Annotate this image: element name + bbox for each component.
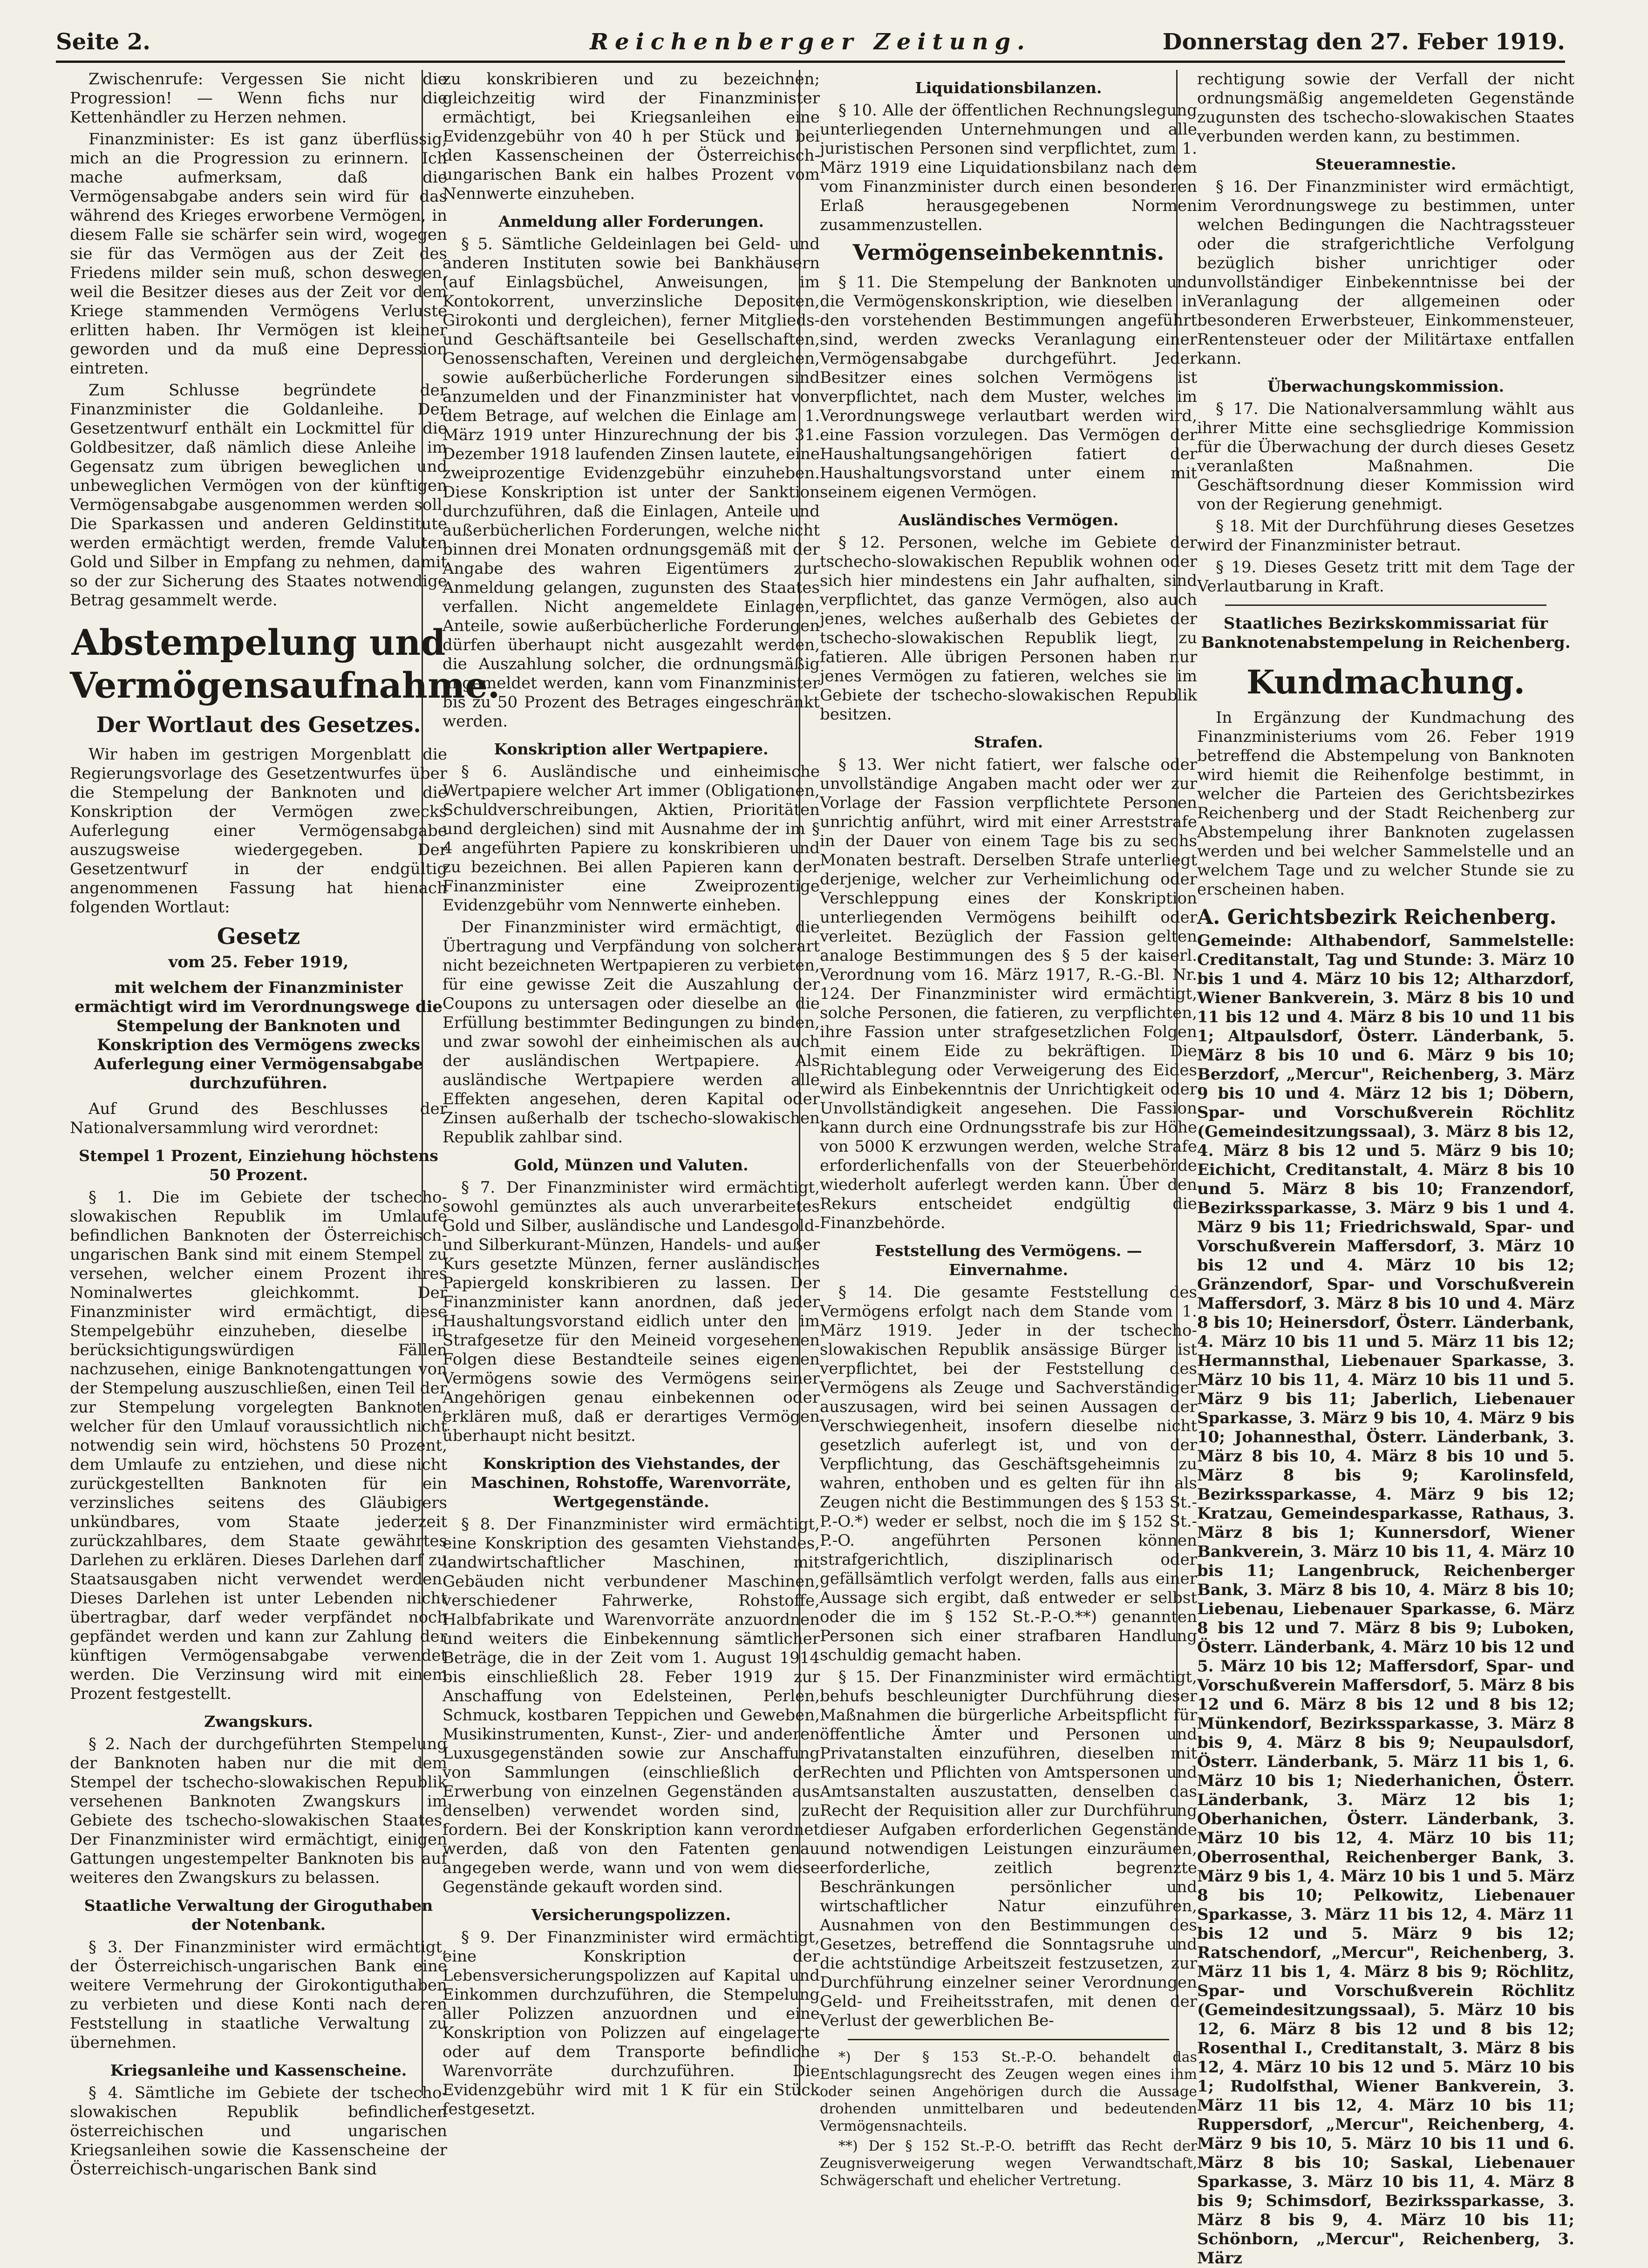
section-title: Strafen. xyxy=(974,733,1043,751)
section-title: Kriegsanleihe und Kassenscheine. xyxy=(110,2061,407,2079)
newspaper-title: Reichenberger Zeitung. xyxy=(590,29,1031,55)
paragraph: § 3. Der Finanzminister wird ermächtigt, der Österreichisch-ungarischen Bank eine weitere Vermehrung der Girokontiguthaben zu verbieten und diese Konti nach deren Feststellung in staatliche Verwaltung zu übernehmen. xyxy=(70,1938,447,2052)
issue-date: Donnerstag den 27. Feber 1919. xyxy=(1162,29,1565,55)
section-title: Zwangskurs. xyxy=(204,1712,313,1731)
paragraph: § 19. Dieses Gesetz tritt mit dem Tage der Verlautbarung in Kraft. xyxy=(1197,558,1574,596)
paragraph: rechtigung sowie der Verfall der nicht ordnungsmäßig angemeldeten Gegenstände zugunsten des tschecho-slowakischen Staates verbunden werden kann, zu bestimmen. xyxy=(1197,70,1574,146)
paragraph: § 2. Nach der durchgeführten Stempelung der Banknoten haben nur die mit dem Stempel der tschecho-slowakischen Republik versehenen Banknoten Zwangskurs im Gebiete des tschecho-slowakischen Staates. Der Finanzminister wird ermächtigt, einigen Gattungen ungestempelter Banknoten bis auf weiteres den Zwangskurs zu belassen. xyxy=(70,1735,447,1887)
section-title: Konskription des Viehstandes, der Maschinen, Rohstoffe, Warenvorräte, Wertgegenstände. xyxy=(470,1454,792,1511)
section-title: Gold, Münzen und Valuten. xyxy=(514,1156,749,1174)
lead-paragraph: Wir haben im gestrigen Morgenblatt die Regierungsvorlage des Gesetzentwurfes über die Stempelung der Banknoten und die Konskription der Vermögen zwecks Auferlegung einer Vermögensabgabe auszugsweise wiedergegeben. Der Gesetzentwurf in der endgültig angenommenen Fassung hat hienach folgenden Wortlaut: xyxy=(70,745,447,917)
announcement-title: Kundmachung. xyxy=(1246,663,1525,701)
paragraph: Finanzminister: Es ist ganz überflüssig, mich an die Progression zu erinnern. Ich mache aufmerksam, daß die Vermögensabgabe anders sein wird für das während des Krieges erworbene Vermögen, in diesem Falle sie schärfer sein wird, wogegen sie für das Vermögen aus der Zeit des Friedens milder sein muß, schon deswegen, weil die Besitzer dieses aus der Zeit vor dem Kriege stammenden Vermögens Verluste erlitten haben. Ihr Vermögen ist kleiner geworden und da muß eine Depression eintreten. xyxy=(70,130,447,378)
paragraph: Auf Grund des Beschlusses der Nationalversammlung wird verordnet: xyxy=(70,1100,447,1137)
footnote: *) Der § 153 St.-P.-O. behandelt das Entschlagungsrecht des Zeugen wegen eines ihm oder seinen Angehörigen durch die Aussage drohenden unmittelbaren und bedeutenden Vermögensnachteils. xyxy=(820,2049,1197,2134)
paragraph: § 7. Der Finanzminister wird ermächtigt, sowohl gemünztes als auch unverarbeitetes Gold und Silber, ausländische und Landesgold- und Silberkurant-Münzen, Handels- und außer Kurs gesetzte Münzen, ferner ausländisches Papiergeld konskribieren zu lassen. Der Finanzminister kann anordnen, daß jeder Haushaltungsvorstand eidlich unter den im Strafgesetze für den Meineid vorgesehenen Folgen diese Bestandteile seines eigenen Vermögens sowie des Vermögens seiner Angehörigen genau einbekennen oder erklären muß, daß er derartiges Vermögen überhaupt nicht besitzt. xyxy=(443,1178,820,1445)
section-title: Überwachungskommission. xyxy=(1267,377,1505,395)
paragraph: § 17. Die Nationalversammlung wählt aus ihrer Mitte eine sechsgliedrige Kommission für die Überwachung der durch dieses Gesetz veranlaßten Maßnahmen. Die Geschäftsordnung dieser Kommission wird von der Regierung genehmigt. xyxy=(1197,400,1574,514)
paragraph: § 11. Die Stempelung der Banknoten und die Vermögenskonskription, wie dieselben in den vorstehenden Bestimmungen angeführt sind, werden zwecks Veranlagung einer Vermögensabgabe durchgeführt. Jeder Besitzer eines solchen Vermögens ist verpflichtet, nach dem Muster, welches im Verordnungswege verlautbart werden wird, eine Fassion vorzulegen. Das Vermögen der Haushaltungsangehörigen fatiert der Haushaltungsvorstand unter einem mit seinem eigenen Vermögen. xyxy=(820,273,1197,502)
district-heading: A. Gerichtsbezirk Reichenberg. xyxy=(1197,905,1557,929)
section-title: Steueramnestie. xyxy=(1315,155,1457,173)
column-2 xyxy=(443,70,820,2119)
column-1 xyxy=(70,70,500,2179)
paragraph: § 10. Alle der öffentlichen Rechnungslegung unterliegenden Unternehmungen und alle juristischen Personen sind verpflichtet, zum 1. März 1919 eine Liquidationsbilanz nach dem vom Finanzminister durch einen besonderen Erlaß herausgegebenen Normen zusammenzustellen. xyxy=(820,101,1197,234)
page-number: Seite 2. xyxy=(56,29,150,55)
divider xyxy=(848,2039,1169,2040)
paragraph: § 13. Wer nicht fatiert, wer falsche oder unvollständige Angaben macht oder wer zur Vorlage der Fassion verpflichtete Personen unrichtig anführt, wird mit einer Arreststrafe in der Dauer von einem Tage bis zu sechs Monaten bestraft. Derselben Strafe unterliegt derjenige, welcher zur Verheimlichung oder Verschleppung eines der Konskription unterliegenden Vermögens beihilft oder verleitet. Bezüglich der Fassion gelten analoge Bestimmungen des § 5 der kaiserl. Verordnung vom 16. März 1917, R.-G.-Bl. Nr. 124. Der Finanzminister wird ermächtigt, solche Personen, die fatieren, zu verpflichten, ihre Fassion unter strafgesetzlichen Folgen mit einem Eide zu bekräftigen. Die Richtablegung oder Verweigerung des Eides wird als Einbekenntnis der Unrichtigkeit oder Unvollständigkeit angesehen. Die Fassion kann durch eine Ordnungsstrafe bis zur Höhe von 5000 K erzwungen werden, welche Strafe erforderlichenfalls von der Steuerbehörde wiederholt auferlegt werden kann. Über den Rekurs entscheidet endgültig die Finanzbehörde. xyxy=(820,755,1197,1232)
section-title: Versicherungspolizzen. xyxy=(531,1906,731,1924)
section-title: Ausländisches Vermögen. xyxy=(898,511,1119,529)
paragraph: § 18. Mit der Durchführung dieses Gesetzes wird der Finanzminister betraut. xyxy=(1197,517,1574,555)
paragraph: § 4. Sämtliche im Gebiete der tschecho-slowakischen Republik befindlichen österreichischen und ungarischen Kriegsanleihen sowie die Kassenscheine der Österreichisch-ungarischen Bank sind xyxy=(70,2084,447,2179)
law-title: Gesetz xyxy=(217,923,300,950)
office-name: Staatliches Bezirkskommissariat für Banknotenabstempelung in Reichenberg. xyxy=(1201,614,1571,652)
paragraph: zu konskribieren und zu bezeichnen; gleichzeitig wird der Finanzminister ermächtigt, bei Kriegsanleihen eine Evidenzgebühr von 40 h per Stück und bei den Kassenscheinen der Österreichisch-ungarischen Bank ein halbes Prozent vom Nennwerte einzuheben. xyxy=(443,70,820,203)
schedule-list: Gemeinde: Althabendorf, Sammelstelle: Creditanstalt, Tag und Stunde: 3. März 10 bis 1 und 4. März 10 bis 12; Altharzdorf, Wiener Bankverein, 3. März 8 bis 10 und 11 bis 12 und 4. März 8 bis 10 und 11 bis 1; Altpaulsdorf, Österr. Länderbank, 5. März 8 bis 10 und 6. März 9 bis 10; Berzdorf, „Mercur", Reichenberg, 3. März 9 bis 10 und 4. März 12 bis 1; Döbern, Spar- und Vorschußverein Röchlitz (Gemeindesitzungssaal), 3. März 8 bis 12, 4. März 8 bis 12 und 5. März 9 bis 10; Eichicht, Creditanstalt, 4. März 8 bis 10 und 5. März 8 bis 10; Franzendorf, Bezirkssparkasse, 3. März 9 bis 1 und 4. März 9 bis 11; Friedrichswald, Spar- und Vorschußverein Maffersdorf, 3. März 10 bis 12 und 4. März 10 bis 12; Gränzendorf, Spar- und Vorschußverein Maffersdorf, 3. März 8 bis 10 und 4. März 8 bis 10; Heinersdorf, Österr. Länderbank, 4. März 10 bis 11 und 5. März 11 bis 12; Hermannsthal, Liebenauer Sparkasse, 3. März 10 bis 11, 4. März 10 bis 11 und 5. März 9 bis 11; Jaberlich, Liebenauer Sparkasse, 3. März 9 bis 10, 4. März 9 bis 10; Johannesthal, Österr. Länderbank, 3. März 8 bis 10, 4. März 8 bis 10 und 5. März 8 bis 9; Karolinsfeld, Bezirkssparkasse, 4. März 9 bis 12; Kratzau, Gemeindesparkasse, Rathaus, 3. März 8 bis 1; Kunnersdorf, Wiener Bankverein, 3. März 10 bis 11, 4. März 10 bis 11; Langenbruck, Reichenberger Bank, 3. März 8 bis 10, 4. März 8 bis 10; Liebenau, Liebenauer Sparkasse, 6. März 8 bis 12 und 7. März 8 bis 9; Luboken, Österr. Länderbank, 4. März 10 bis 12 und 5. März 10 bis 12; Maffersdorf, Spar- und Vorschußverein Maffersdorf, 5. März 8 bis 12 und 6. März 8 bis 12 und 8 bis 12; Münkendorf, Bezirkssparkasse, 3. März 8 bis 9, 4. März 8 bis 9; Neupaulsdorf, Österr. Länderbank, 5. März 11 bis 1, 6. März 10 bis 1; Niederhanichen, Österr. Länderbank, 3. März 12 bis 1; Oberhanichen, Österr. Länderbank, 3. März 10 bis 12, 4. März 10 bis 11; Oberrosenthal, Reichenberger Bank, 3. März 9 bis 1, 4. März 10 bis 1 und 5. März 8 bis 10; Pelkowitz, Liebenauer Sparkasse, 3. März 11 bis 12, 4. März 11 bis 12 und 5. März 9 bis 12; Ratschendorf, „Mercur", Reichenberg, 3. März 11 bis 1, 4. März 8 bis 9; Röchlitz, Spar- und Vorschußverein Röchlitz (Gemeindesitzungssaal), 5. März 10 bis 12, 6. März 8 bis 12 und 8 bis 12; Rosenthal I., Creditanstalt, 3. März 8 bis 12, 4. März 10 bis 12 und 5. März 10 bis 1; Rudolfsthal, Wiener Bankverein, 3. März 11 bis 12, 4. März 10 bis 11; Ruppersdorf, „Mercur", Reichenberg, 4. März 9 bis 10, 5. März 10 bis 11 und 6. März 8 bis 10; Saskal, Liebenauer Sparkasse, 3. März 10 bis 11, 4. März 8 bis 9; Schimsdorf, Bezirkssparkasse, 3. März 8 bis 9, 4. März 10 bis 11; Schönborn, „Mercur", Reichenberg, 3. März xyxy=(1197,931,1574,2268)
paragraph: Der Finanzminister wird ermächtigt, die Übertragung und Verpfändung von solcherart nicht bezeichneten Wertpapieren zu verbieten, für eine gewisse Zeit die Auszahlung der Coupons zu untersagen oder dieselbe an die Erfüllung bestimmter Bedingungen zu binden, und zwar sowohl der einheimischen als auch der ausländischen Wertpapiere. Als ausländische Wertpapiere werden alle Effekten angesehen, deren Kapital oder Zinsen außerhalb der tschecho-slowakischen Republik zahlbar sind. xyxy=(443,918,820,1147)
paragraph: § 1. Die im Gebiete der tschecho-slowakischen Republik im Umlaufe befindlichen Banknoten der Österreichisch-ungarischen Bank sind mit einem Stempel zu versehen, welcher einem Prozent ihres Nominalwertes gleichkommt. Der Finanzminister wird ermächtigt, diese Stempelgebühr einzuheben, dieselbe in berücksichtigungswürdigen Fällen nachzusehen, einige Banknotengattungen von der Stempelung auszuschließen, einen Teil der zur Stempelung vorgelegten Banknoten, welcher für den Umlauf voraussichtlich nicht notwendig sein wird, höchstens 50 Prozent, dem Umlaufe zu entziehen, und diese nicht zurückgestellten Banknoten für ein verzinsliches seitens des Gläubigers unkündbares, vom Staate jederzeit zurückzahlbares, dem Staate gewährtes Darlehen zu erklären. Dieses Darlehen darf zu Staatsausgaben nicht verwendet werden. Dieses Darlehen ist unter Lebenden nicht übertragbar, darf weder verpfändet noch gepfändet werden und kann zur Zahlung der künftigen Vermögensabgabe verwendet werden. Die Verzinsung wird mit einem Prozent festgestellt. xyxy=(70,1188,447,1703)
paragraph: Zwischenrufe: Vergessen Sie nicht die Progression! — Wenn fichs nur die Kettenhändler zu Herzen nehmen. xyxy=(70,70,447,127)
section-title: Konskription aller Wertpapiere. xyxy=(494,740,769,758)
paragraph: § 9. Der Finanzminister wird ermächtigt, eine Konskription der Lebensversicherungspolizzen auf Kapital und Einkommen durchzuführen, die Stempelung aller Polizzen anzuordnen und eine Konskription von Polizzen auf eingelagerte oder auf dem Transporte befindliche Warenvorräte durchzuführen. Die Evidenzgebühr wird mit 1 K für ein Stück festgesetzt. xyxy=(443,1928,820,2119)
column-3 xyxy=(820,70,1197,2189)
section-title: Stempel 1 Prozent, Einziehung höchstens 50 Prozent. xyxy=(79,1147,438,1184)
paragraph: § 14. Die gesamte Feststellung des Vermögens erfolgt nach dem Stande vom 1. März 1919. Jeder in der tschecho-slowakischen Republik ansässige Bürger ist verpflichtet, bei der Feststellung des Vermögens als Zeuge und Sachverständiger auszusagen, wird bei seinen Aussagen der Verschwiegenheit, insofern dieselbe nicht gesetzlich auferlegt ist, und von der Verpflichtung, das Geschäftsgeheimnis zu wahren, enthoben und es gelten für ihn als Zeugen nicht die Bestimmungen des § 153 St.-P.-O.*) weder er selbst, noch die im § 152 St.-P.-O. angeführten Personen können strafgerichtlich, disziplinarisch oder gefällsämtlich verfolgt werden, falls aus einer Aussage sich ergibt, daß entweder er selbst oder die im § 152 St.-P.-O.**) genannten Personen sich einer strafbaren Handlung schuldig gemacht haben. xyxy=(820,1283,1197,1664)
article-subtitle: Der Wortlaut des Gesetzes. xyxy=(96,712,421,737)
paragraph: § 15. Der Finanzminister wird ermächtigt, behufs beschleunigter Durchführung dieser Maßnahmen die bürgerliche Arbeitspflicht für öffentliche Ämter und Personen und Privatanstalten einzuführen, dieselben mit Rechten und Pflichten von Amtspersonen und Amtsanstalten auszustatten, denselben das Recht der Requisition aller zur Durchführung dieser Aufgaben erforderlichen Gegenstände und notwendigen Leistungen einzuräumen, erforderliche, zeitlich begrenzte Beschränkungen persönlicher und wirtschaftlicher Natur einzuführen, Ausnahmen von den Bestimmungen des Gesetzes, betreffend die Sonntagsruhe und die achtstündige Arbeitszeit festzusetzen, zur Durchführung einzelner seiner Verordnungen Geld- und Freiheitsstrafen, mit denen der Verlust der gewerblichen Be- xyxy=(820,1668,1197,2030)
footnote: **) Der § 152 St.-P.-O. betrifft das Recht der Zeugnisverweigerung wegen Verwandtschaft, Schwägerschaft und ehelicher Vertretung. xyxy=(820,2138,1197,2189)
law-date: vom 25. Feber 1919, xyxy=(168,953,349,971)
law-description: mit welchem der Finanzminister ermächtigt wird im Verordnungswege die Stempelung der Banknoten und Konskription des Vermögens zwecks Auferlegung einer Vermögensabgabe durchzuführen. xyxy=(74,978,443,1093)
page-header xyxy=(56,23,1565,63)
column-4 xyxy=(1197,70,1574,2268)
paragraph: § 5. Sämtliche Geldeinlagen bei Geld- und anderen Instituten sowie bei Bankhäusern (auf Einlagsbüchel, Anweisungen, im Kontokorrent, unverzinsliche Depositen, Girokonti und dergleichen), ferner Mitglieds- und Geschäftsanteile bei Gesellschaften, Genossenschaften, Vereinen und dergleichen, sowie außerbücherliche Forderungen sind anzumelden und der Finanzminister hat von dem Betrage, auf welchen die Einlage am 1. März 1919 unter Hinzurechnung der bis 31. Dezember 1918 laufenden Zinsen lautete, eine zweiprozentige Evidenzgebühr einzuheben. Diese Konskription ist unter der Sanktion durchzuführen, daß die Einlagen, Anteile und außerbücherlichen Forderungen, welche nicht binnen drei Monaten ordnungsgemäß mit der Angabe des wahren Eigentümers zur Anmeldung gelangen, zugunsten des Staates verfallen. Nicht angemeldete Einlagen, Anteile, sowie außerbücherliche Forderungen dürfen überhaupt nicht ausgezahlt werden, die Auszahlung solcher, die ordnungsmäßig angemeldet werden, kann vom Finanzminister bis zu 50 Prozent des Betrages eingeschränkt werden. xyxy=(443,235,820,731)
article-headline: Abstempelung und Vermögensaufnahme. xyxy=(70,622,500,706)
divider xyxy=(1225,604,1546,606)
paragraph: In Ergänzung der Kundmachung des Finanzministeriums vom 26. Feber 1919 betreffend die Abstempelung von Banknoten wird hiemit die Reihenfolge bestimmt, in welcher die Parteien des Gerichtsbezirkes Reichenberg und der Stadt Reichenberg zur Abstempelung ihrer Banknoten zugelassen werden und bei welcher Sammelstelle und an welchem Tage und zu welcher Stunde sie zu erscheinen haben. xyxy=(1197,708,1574,899)
paragraph: § 6. Ausländische und einheimische Wertpapiere welcher Art immer (Obligationen, Schuldverschreibungen, Aktien, Prioritäten und dergleichen) sind mit Ausnahme der im § 4 angeführten Papiere zu konskribieren und zu bezeichnen. Bei allen Papieren kann der Finanzminister eine Zweiprozentige Evidenzgebühr vom Nennwerte einheben. xyxy=(443,762,820,915)
section-title: Feststellung des Vermögens. — Einvernahme. xyxy=(875,1242,1142,1279)
section-heading: Vermögenseinbekenntnis. xyxy=(852,240,1164,265)
paragraph: § 8. Der Finanzminister wird ermächtigt, eine Konskription des gesamten Viehstandes, landwirtschaftlicher Maschinen, mit Gebäuden nicht verbundener Maschinen, verschiedener Fahrwerke, Rohstoffe, Halbfabrikate und Warenvorräte anzuordnen und weiters die Einbekennung sämtlicher Beträge, die in der Zeit vom 1. August 1914 bis einschließlich 28. Feber 1919 zur Anschaffung von Edelsteinen, Perlen, Schmuck, kostbaren Teppichen und Geweben, Musikinstrumenten, Kunst-, Zier- und anderen Luxusgegenständen sowie zur Anschaffung von Sammlungen (einschließlich der Erwerbung von einzelnen Gegenständen aus denselben) verwendet worden sind, zu fordern. Bei der Konskription kann verordnet werden, daß von den Fatenten genau angegeben werde, wann und von wem diese Gegenstände gekauft worden sind. xyxy=(443,1515,820,1896)
section-title: Anmeldung aller Forderungen. xyxy=(498,212,764,231)
section-title: Staatliche Verwaltung der Giroguthaben der Notenbank. xyxy=(84,1896,433,1934)
section-title: Liquidationsbilanzen. xyxy=(915,79,1102,97)
paragraph: § 12. Personen, welche im Gebiete der tschecho-slowakischen Republik wohnen oder sich hier mindestens ein Jahr aufhalten, sind verpflichtet, das ganze Vermögen, also auch jenes, welches außerhalb des Gebietes der tschecho-slowakischen Republik liegt, zu fatieren. Alle übrigen Personen haben nur jenes Vermögen zu fatieren, welches sie im Gebiete der tschecho-slowakischen Republik besitzen. xyxy=(820,533,1197,724)
paragraph: § 16. Der Finanzminister wird ermächtigt, im Verordnungswege zu bestimmen, unter welchen Bedingungen die Nachtragssteuer oder die strafgerichtliche Verfolgung bezüglich bisher unrichtiger oder unvollständiger Einbekenntnisse bei der Veranlagung der allgemeinen oder besonderen Erwerbsteuer, Einkommensteuer, Rentensteuer oder der Militärtaxe entfallen kann. xyxy=(1197,177,1574,368)
paragraph: Zum Schlusse begründete der Finanzminister die Goldanleihe. Der Gesetzentwurf enthält ein Lockmittel für die Goldbesitzer, daß nämlich diese Anleihe im Gegensatz zum übrigen beweglichen und unbeweglichen Vermögen von der künftigen Vermögensabgabe ausgenommen werden soll. Die Sparkassen und anderen Geldinstitute werden ermächtigt werden, fremde Valuten Gold und Silber in Empfang zu nehmen, damit so der zur Sicherung des Staates notwendige Betrag gesammelt werde. xyxy=(70,381,447,610)
